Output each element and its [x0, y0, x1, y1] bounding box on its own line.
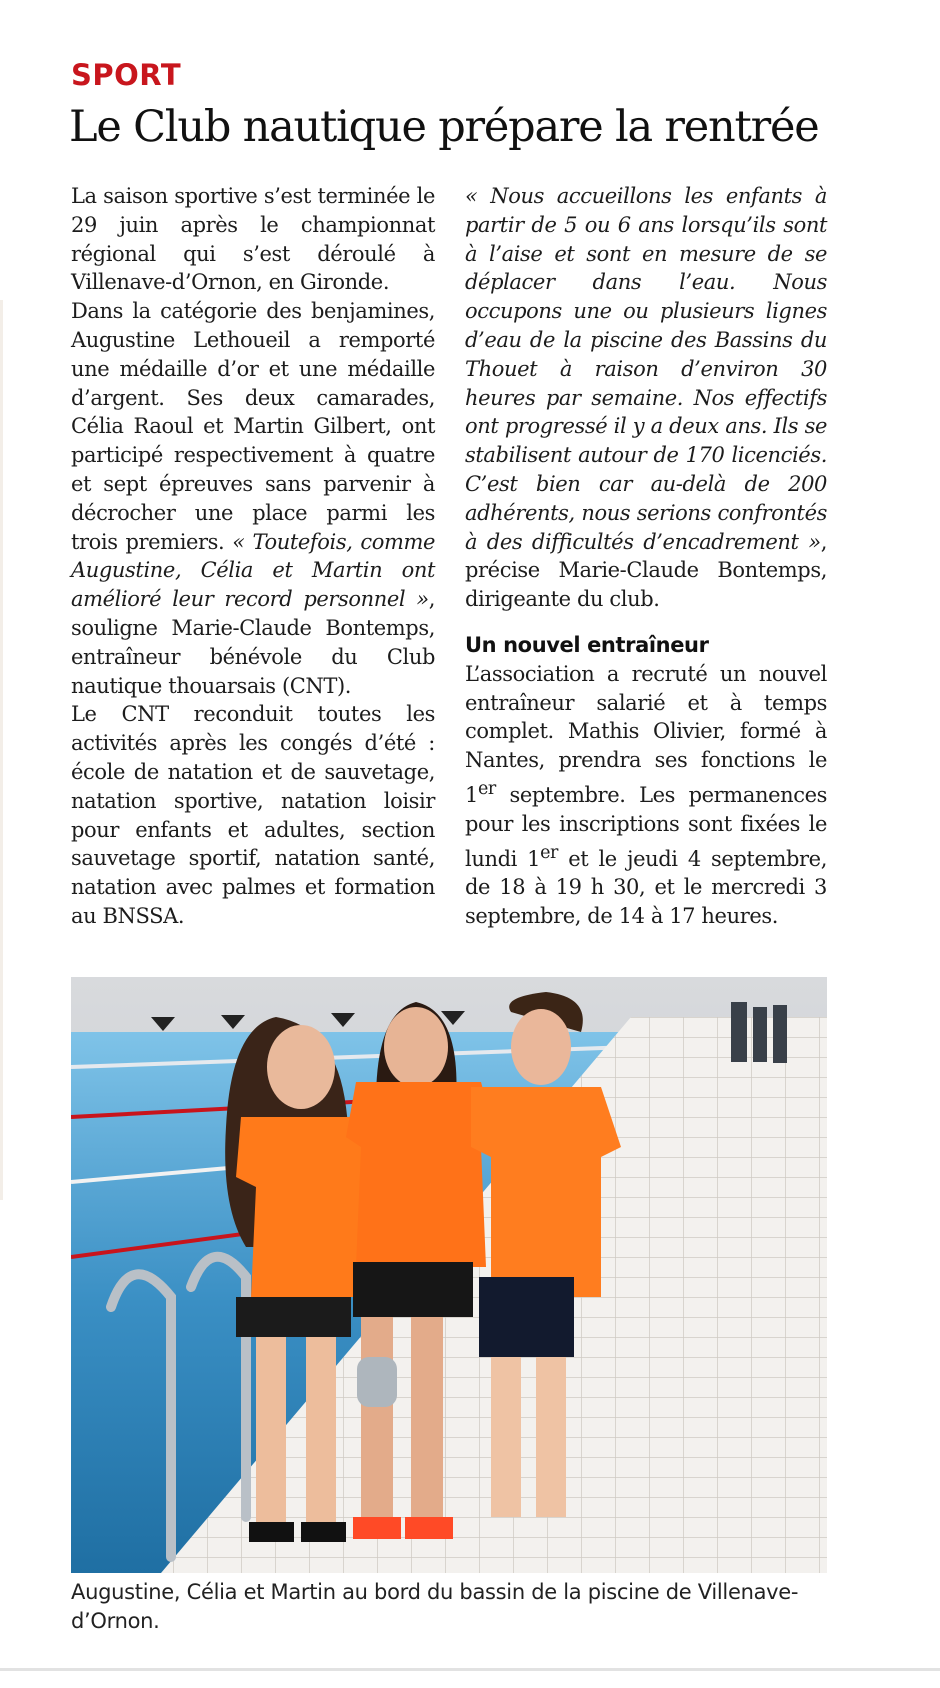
section-label: SPORT	[71, 58, 182, 92]
paragraph-results	[71, 297, 435, 700]
director-quote: « Nous accueillons les enfants à partir de 5 ou 6 ans lorsqu’ils sont à l’aise et sont en mesure de se déplacer dans l’eau. Nous occupons une ou plusieurs lignes d’eau de la piscine des Bassins du Thouet à raison d’environ 30 heures par semaine. Nos effectifs ont progressé il y a deux ans. Ils se stabilisent autour de 170 licenciés. C’est bien car au-delà de 200 adhérents, nous serions confrontés à des difficultés d’encadrement »	[465, 184, 827, 554]
article-column-right	[465, 182, 827, 931]
background-people	[731, 1002, 787, 1063]
ordinal-superscript: er	[540, 842, 559, 863]
paragraph-quote	[465, 182, 827, 614]
quote-attribution: , précise Marie-Claude Bontemps, dirigeante du club.	[465, 529, 827, 612]
results-attribution: , souligne Marie-Claude Bontemps, entraîneur bénévole du Club nautique thouarsais (CNT).	[71, 587, 435, 698]
ordinal-superscript: er	[477, 778, 496, 799]
article-column-left	[71, 182, 435, 931]
paragraph-new-coach	[465, 660, 827, 931]
coach-text-1: L’association a recruté un nouvel entraîneur salarié et à temps complet. Mathis Olivier, formé à Nantes, prendra ses fonctions le 1	[465, 661, 827, 807]
bottom-divider	[0, 1668, 940, 1671]
results-text: Dans la catégorie des benjamines, Augustine Lethoueil a remporté une médaille d’or et une médaille d’argent. Ses deux camarades, Célia Raoul et Martin Gilbert, ont participé respectivement à quatre et sept épreuves sans parvenir à décrocher une place parmi les trois premiers.	[71, 299, 435, 554]
article-photo	[71, 977, 827, 1573]
coach-text-2: septembre. Les permanences pour les inscriptions sont fixées le lundi 1	[465, 782, 827, 871]
coach-text-3: et le jeudi 4 septembre, de 18 à 19 h 30, et le mercredi 3 septembre, de 14 à 17 heures.	[465, 846, 827, 929]
page-edge	[0, 300, 3, 1200]
subheading-new-coach: Un nouvel entraîneur	[465, 632, 709, 657]
headline: Le Club nautique prépare la rentrée	[69, 102, 819, 152]
photo-caption: Augustine, Célia et Martin au bord du bassin de la piscine de Villenave-d’Ornon.	[71, 1580, 799, 1633]
paragraph-season: La saison sportive s’est terminée le 29 juin après le championnat régional qui s’est déroulé à Villenave-d’Ornon, en Gironde.	[71, 184, 435, 295]
photo-illustration	[71, 977, 827, 1573]
paragraph-activities: Le CNT reconduit toutes les activités après les congés d’été : école de natation et de sauvetage, natation sportive, natation loisir pour enfants et adultes, section sauvetage sportif, natation santé, natation avec palmes et formation au BNSSA.	[71, 702, 435, 928]
results-quote: « Toutefois, comme Augustine, Célia et Martin ont amélioré leur record personnel »	[71, 529, 435, 612]
